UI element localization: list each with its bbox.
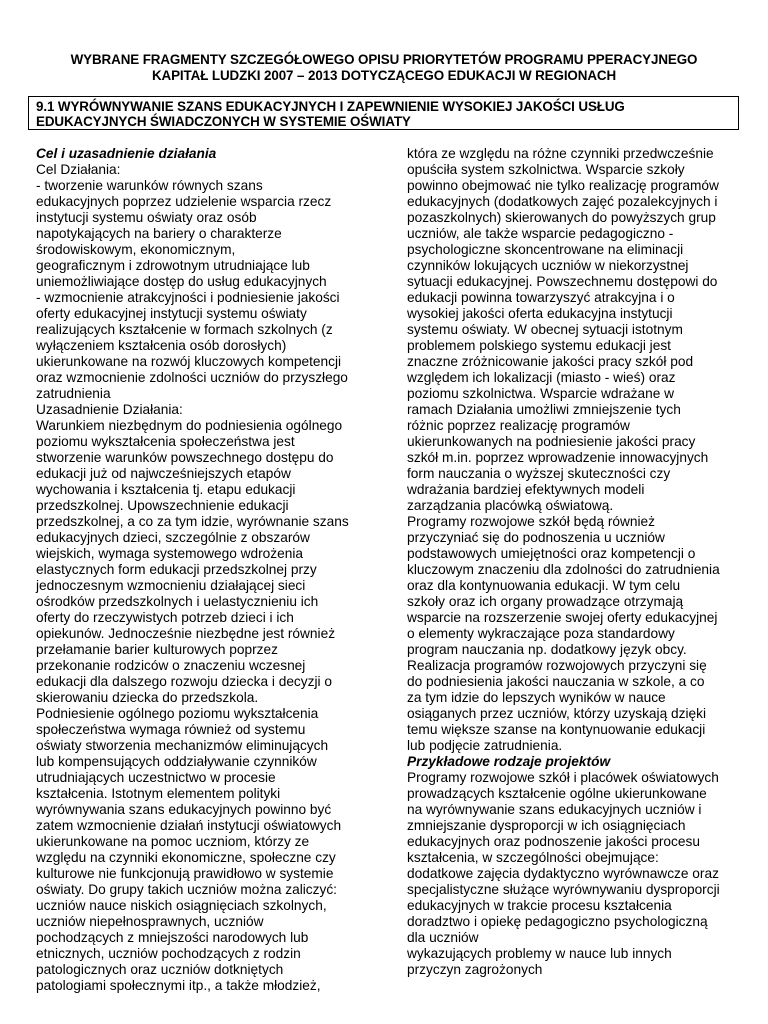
document-title-line: KAPITAŁ LUDZKI 2007 – 2013 DOTYCZĄCEGO EDUKACJI W REGIONACH — [151, 68, 617, 83]
text-line: edukacyjnych poprzez udzielenie wsparcia rzecz — [36, 194, 332, 209]
text-line: Cel Działania: — [36, 162, 121, 177]
text-line: wyłączeniem kształcenia osób dorosłych) — [36, 338, 287, 353]
text-line: kulturowe nie funkcjonują prawidłowo w systemie — [36, 866, 334, 881]
text-line: pochodzących z mniejszości narodowych lub — [36, 930, 309, 945]
text-line: wiejskich, wymaga systemowego wdrożenia — [36, 546, 304, 561]
text-line: edukacji już od najwcześniejszych etapów — [36, 466, 291, 481]
text-line: edukacyjnych w trakcie procesu kształcenia — [407, 898, 672, 913]
text-line: dodatkowe zajęcia dydaktyczno wyrównawcze oraz — [407, 866, 719, 881]
text-line: poziomu szkolnictwa. Wsparcie wdrażane w — [407, 386, 675, 401]
text-line: kluczowym znaczeniu dla zdolności do zatrudnienia — [407, 562, 720, 577]
text-line: zatrudnienia — [36, 386, 111, 401]
text-line: uczniów niepełnosprawnych, uczniów — [36, 914, 264, 929]
text-line: sytuacji edukacyjnej. Powszechnemu dostępowi do — [407, 274, 718, 289]
text-line: program nauczania np. dodatkowy język obcy. — [407, 642, 687, 657]
text-line: geograficznym i zdrowotnym utrudniające lub — [36, 258, 310, 273]
text-line: uczniów nauce niskich osiągnięciach szkolnych, — [36, 898, 327, 913]
text-line: doradztwo i opiekę pedagogiczno psychologiczną — [407, 914, 708, 929]
text-line: oraz dla kontynuowania edukacji. W tym celu — [407, 578, 681, 593]
text-line: przekonanie rodziców o znaczeniu wczesnej — [36, 658, 306, 673]
text-line: poziomu wykształcenia społeczeństwa jest — [36, 434, 295, 449]
text-line: Uzasadnienie Działania: — [36, 402, 183, 417]
text-line: ośrodków przedszkolnych i uelastycznieniu ich — [36, 594, 319, 609]
text-line: edukacyjnych dzieci, szczególnie z obszarów — [36, 530, 310, 545]
text-line: czynników lokujących uczniów w niekorzystnej — [407, 258, 689, 273]
document-title-line: WYBRANE FRAGMENTY SZCZEGÓŁOWEGO OPISU PRIORYTETÓW PROGRAMU PPERACYJNEGO — [70, 52, 698, 67]
text-line: utrudniających uczestnictwo w procesie — [36, 770, 276, 785]
text-line: za tym idzie do lepszych wyników w nauce — [407, 690, 666, 705]
text-line: do podniesienia jakości nauczania w szkole, a co — [407, 674, 705, 689]
section-heading-line: EDUKACYJNYCH ŚWIADCZONYCH W SYSTEMIE OŚWIATY — [36, 114, 411, 129]
right-text-column — [407, 146, 747, 978]
text-line: znaczne zróżnicowanie jakości pracy szkół pod — [407, 354, 694, 369]
text-line: opiekunów. Jednocześnie niezbędne jest również — [36, 626, 336, 641]
text-line: etnicznych, uczniów pochodzących z rodzin — [36, 946, 301, 961]
text-line: środowiskowym, ekonomicznym, — [36, 242, 236, 257]
text-line: lub podjęcie zatrudnienia. — [407, 738, 563, 753]
text-line: patologicznych oraz uczniów dotkniętych — [36, 962, 284, 977]
text-line: przyczyn zagrożonych — [407, 962, 543, 977]
text-line: oferty edukacyjnej instytucji systemu oświaty — [36, 306, 307, 321]
text-line: ukierunkowanych na podniesienie jakości pracy — [407, 434, 696, 449]
text-line: jednoczesnym wzmocnieniu działającej sieci — [36, 578, 306, 593]
text-line: kształcenia. Istotnym elementem polityki — [36, 786, 281, 801]
text-line: podstawowych umiejętności oraz kompetencji o — [407, 546, 696, 561]
text-line: - wzmocnienie atrakcyjności i podniesienie jakości — [36, 290, 340, 305]
text-line: edukacyjnych oraz podnoszenie jakości procesu — [407, 834, 700, 849]
text-line: uczniów, ale także wsparcie pedagogiczno - — [407, 226, 674, 241]
text-line: szkoły oraz ich organy prowadzące otrzymają — [407, 594, 684, 609]
text-line: realizujących kształcenie w formach szkolnych (z — [36, 322, 333, 337]
text-line: przedszkolnej. Upowszechnienie edukacji — [36, 498, 289, 513]
text-line: edukacyjnych (dodatkowych zajęć pozalekcyjnych i — [407, 194, 718, 209]
text-line: prowadzących kształcenie ogólne ukierunkowane — [407, 786, 707, 801]
text-line: uniemożliwiające dostęp do usług edukacyjnych — [36, 274, 327, 289]
document-title — [30, 52, 738, 84]
text-line: przedszkolnej, a co za tym idzie, wyrównanie szans — [36, 514, 349, 529]
text-line: skierowaniu dziecka do przedszkola. — [36, 690, 259, 705]
text-line: względem ich lokalizacji (miasto - wieś) oraz — [407, 370, 676, 385]
text-line: wdrażania bardziej efektywnych modeli — [407, 482, 645, 497]
text-line: oraz wzmocnienie zdolności uczniów do przyszłego — [36, 370, 348, 385]
text-line: na wyrównywanie szans edukacyjnych uczniów i — [407, 802, 702, 817]
text-line: wychowania i kształcenia tj. etapu edukacji — [36, 482, 296, 497]
text-line: oświaty stworzenia mechanizmów eliminujących — [36, 738, 329, 753]
text-line: zmniejszanie dysproporcji w ich osiągnięciach — [407, 818, 686, 833]
text-line: Programy rozwojowe szkół i placówek oświatowych — [407, 770, 719, 785]
text-line: temu większe szanse na kontynuowanie edukacji — [407, 722, 706, 737]
text-line: o elementy wykraczające poza standardowy — [407, 626, 675, 641]
left-text-column — [36, 146, 376, 994]
text-line: Realizacja programów rozwojowych przyczyni się — [407, 658, 707, 673]
text-line: patologiami społecznymi itp., a także młodzież, — [36, 978, 321, 993]
text-line: edukacji powinna towarzyszyć atrakcyjna i o — [407, 290, 675, 305]
text-line: ukierunkowane na rozwój kluczowych kompetencji — [36, 354, 342, 369]
text-line: która ze względu na różne czynniki przedwcześnie — [407, 146, 714, 161]
text-line: społeczeństwa wymaga również od systemu — [36, 722, 306, 737]
subsection-heading: Cel i uzasadnienie działania — [36, 146, 217, 161]
text-line: pozaszkolnych) skierowanych do powyższych grup — [407, 210, 716, 225]
text-line: dla uczniów — [407, 930, 479, 945]
subsection-heading: Przykładowe rodzaje projektów — [407, 754, 611, 769]
text-line: zarządzania placówką oświatową. — [407, 498, 614, 513]
text-line: problemem polskiego systemu edukacji jest — [407, 338, 671, 353]
text-line: opuściła system szkolnictwa. Wsparcie szkoły — [407, 162, 685, 177]
text-line: psychologiczne skoncentrowane na eliminacji — [407, 242, 684, 257]
text-line: oferty do rzeczywistych potrzeb dzieci i ich — [36, 610, 294, 625]
text-line: specjalistyczne służące wyrównywaniu dysproporcji — [407, 882, 720, 897]
text-line: szkół m.in. poprzez wprowadzenie innowacyjnych — [407, 450, 709, 465]
text-line: ramach Działania umożliwi zmniejszenie tych — [407, 402, 681, 417]
text-line: instytucji systemu oświaty oraz osób — [36, 210, 257, 225]
text-line: elastycznych form edukacji przedszkolnej przy — [36, 562, 317, 577]
text-line: ukierunkowane na pomoc uczniom, którzy ze — [36, 834, 310, 849]
text-line: wysokiej jakości oferta edukacyjna instytucji — [407, 306, 673, 321]
text-line: wyrównywania szans edukacyjnych powinno być — [36, 802, 332, 817]
text-line: - tworzenie warunków równych szans — [36, 178, 263, 193]
text-line: względu na czynniki ekonomiczne, społeczne czy — [36, 850, 336, 865]
text-line: zatem wzmocnienie działań instytucji oświatowych — [36, 818, 342, 833]
section-heading-line: 9.1 WYRÓWNYWANIE SZANS EDUKACYJNYCH I ZAPEWNIENIE WYSOKIEJ JAKOŚCI USŁUG — [36, 99, 625, 114]
text-line: napotykających na bariery o charakterze — [36, 226, 282, 241]
text-line: Programy rozwojowe szkół będą również — [407, 514, 655, 529]
text-line: kształcenia, w szczególności obejmujące: — [407, 850, 659, 865]
text-line: wykazujących problemy w nauce lub innych — [407, 946, 672, 961]
text-line: form nauczania o wyższej skuteczności czy — [407, 466, 671, 481]
text-line: Warunkiem niezbędnym do podniesienia ogólnego — [36, 418, 343, 433]
section-heading-box — [28, 96, 739, 130]
text-line: różnic poprzez realizację programów — [407, 418, 630, 433]
text-line: oświaty. Do grupy takich uczniów można zaliczyć: — [36, 882, 337, 897]
text-line: przyczyniać się do podnoszenia u uczniów — [407, 530, 665, 545]
text-line: przełamanie barier kulturowych poprzez — [36, 642, 278, 657]
text-line: edukacji dla dalszego rozwoju dziecka i decyzji o — [36, 674, 332, 689]
text-line: powinno obejmować nie tylko realizację programów — [407, 178, 719, 193]
text-line: systemu oświaty. W obecnej sytuacji istotnym — [407, 322, 683, 337]
text-line: Podniesienie ogólnego poziomu wykształcenia — [36, 706, 319, 721]
text-line: osiąganych przez uczniów, którzy uzyskają dzięki — [407, 706, 706, 721]
text-line: stworzenie warunków powszechnego dostępu do — [36, 450, 334, 465]
text-line: wsparcie na rozszerzenie swojej oferty edukacyjnej — [407, 610, 718, 625]
text-line: lub kompensujących oddziaływanie czynników — [36, 754, 317, 769]
